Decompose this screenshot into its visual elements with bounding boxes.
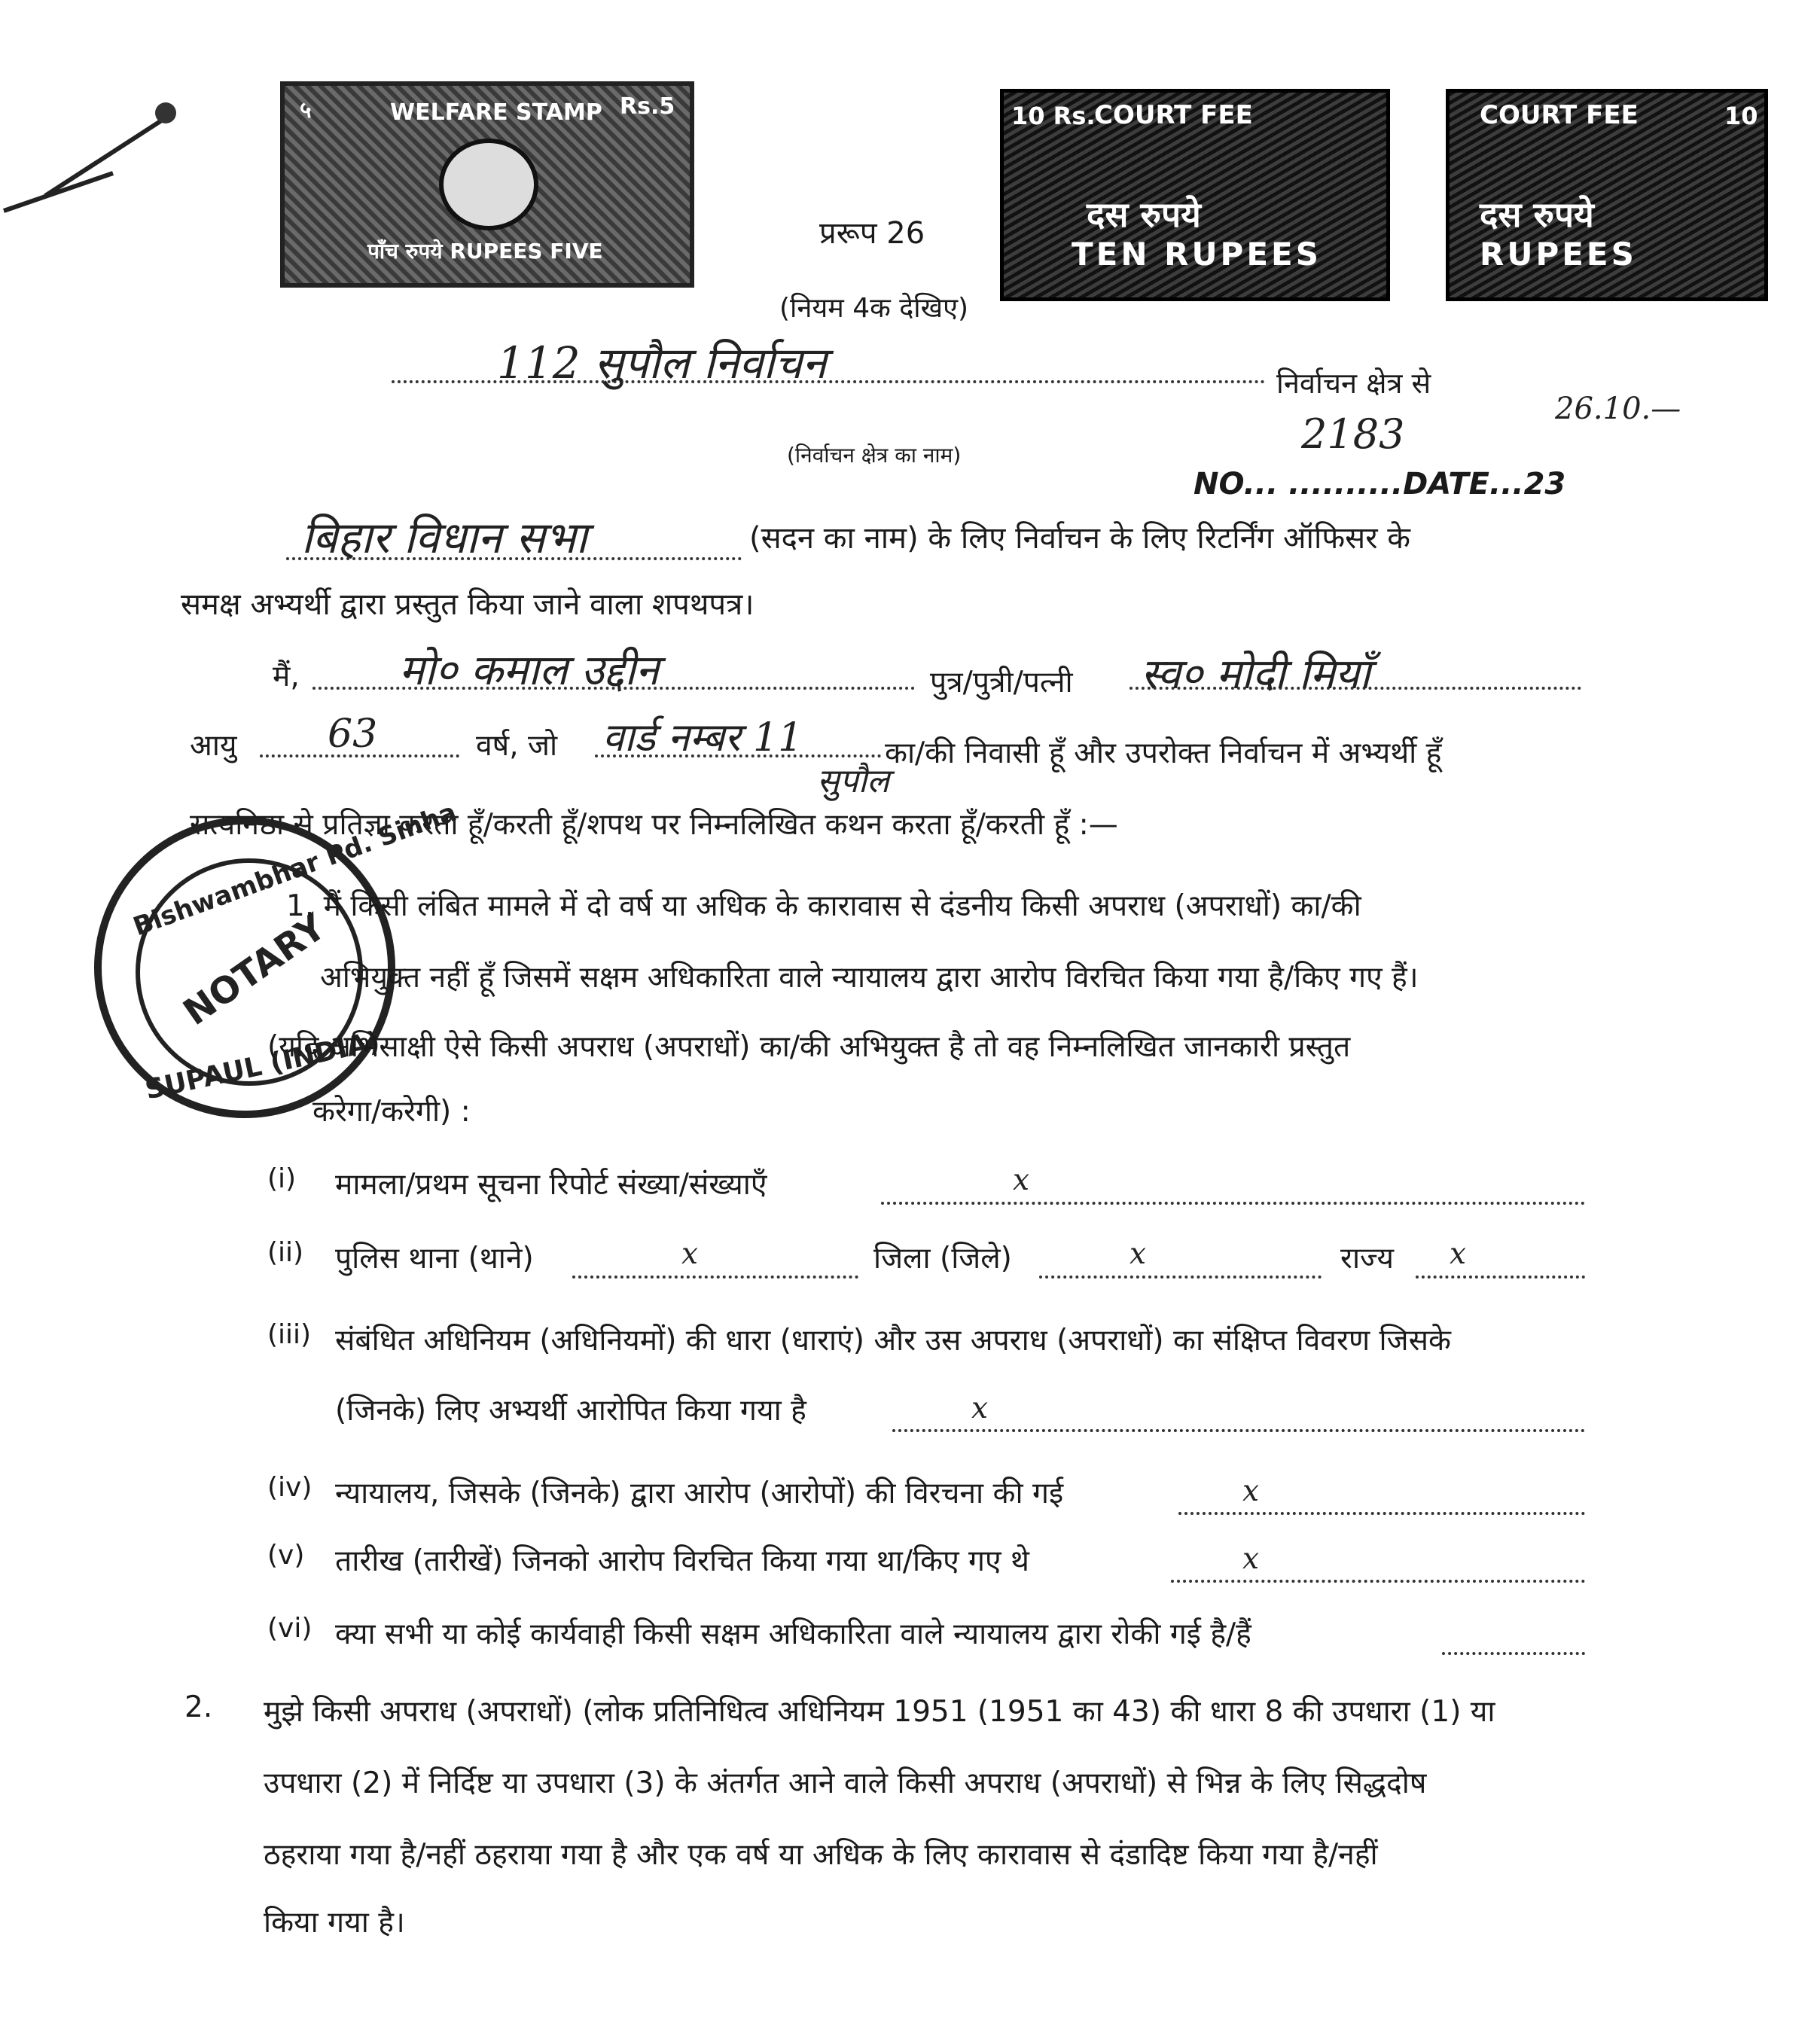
intro-line-2: समक्ष अभ्यर्थी द्वारा प्रस्तुत किया जाने वाला शपथपत्र। [181, 587, 755, 622]
constituency-filled: 112 सुपौल निर्वाचन [497, 337, 827, 389]
para1-line4: करेगा/करेगी) : [312, 1095, 471, 1129]
court-fee-1-top-text: COURT FEE [1094, 100, 1253, 130]
constituency-suffix: निर्वाचन क्षेत्र से [1276, 367, 1431, 400]
seal-notary-name: Bishwambhar Pd. Sinha [129, 797, 461, 943]
item-vi-line [1442, 1625, 1585, 1655]
item-v-number: (v) [267, 1540, 305, 1571]
item-i-number: (i) [267, 1163, 297, 1194]
item-ii-district-label: जिला (जिले) [873, 1242, 1012, 1276]
age-filled: 63 [328, 712, 378, 757]
para1-line3: (यदि अभिसाक्षी ऐसे किसी अपराध (अपराधों) का/की अभियुक्त है तो वह निम्नलिखित जानकारी प्रस्तुत [267, 1030, 1351, 1064]
welfare-stamp-top-text: WELFARE STAMP [390, 99, 602, 126]
welfare-stamp-bottom-text: पाँच रुपये RUPEES FIVE [367, 239, 603, 264]
no-date-stamp: NO... ..........DATE...23 [1194, 467, 1566, 501]
intro-line-1: (सदन का नाम) के लिए निर्वाचन के लिए रिटर्निंग ऑफिसर के [749, 521, 1410, 556]
seal-title: NOTARY [175, 906, 334, 1034]
court-fee-2-value: 10 [1724, 102, 1758, 130]
relation-label: पुत्र/पुत्री/पत्नी [930, 666, 1073, 699]
item-i-value: x [1013, 1163, 1029, 1197]
court-fee-2-top-text: COURT FEE [1480, 100, 1639, 130]
emblem-icon [439, 139, 538, 230]
item-iii-text: संबंधित अधिनियम (अधिनियमों) की धारा (धाराएं) और उस अपराध (अपराधों) का संक्षिप्त विवरण जिसके [335, 1324, 1451, 1358]
parent-name-filled: स्व० मोदी मियाँ [1141, 650, 1370, 699]
item-vi-number: (vi) [267, 1613, 312, 1644]
item-ii-text: पुलिस थाना (थाने) [335, 1242, 534, 1276]
para2-line2: उपधारा (2) में निर्दिष्ट या उपधारा (3) के अंतर्गत आने वाले किसी अपराध (अपराधों) से भिन्न के लिए सिद्धदोष [264, 1766, 1427, 1800]
para1-line1: 1. मैं किसी लंबित मामले में दो वर्ष या अधिक के कारावास से दंडनीय किसी अपराध (अपराधों) का/की [286, 889, 1361, 923]
welfare-stamp [280, 81, 694, 288]
para2-line1: मुझे किसी अपराध (अपराधों) (लोक प्रतिनिधित्व अधिनियम 1951 (1951 का 43) की धारा 8 की उपधारा (1) या [264, 1695, 1495, 1729]
seal-place: SUPAUL (INDIA) [142, 1026, 383, 1106]
item-v-text: तारीख (तारीखें) जिनको आरोप विरचित किया गया था/किए गए थे [335, 1544, 1029, 1578]
item-iv-number: (iv) [267, 1472, 312, 1503]
item-iii-value: x [971, 1391, 988, 1425]
para2-number: 2. [184, 1690, 213, 1724]
court-fee-stamp-2 [1446, 89, 1768, 301]
receipt-date: 26.10.— [1555, 392, 1681, 426]
welfare-stamp-right-value: Rs.5 [620, 93, 675, 120]
item-iii-line [892, 1402, 1585, 1432]
declarant-prefix: मैं, [273, 660, 300, 693]
pen-scribble-mark [0, 90, 203, 241]
resident-text: का/की निवासी हूँ और उपरोक्त निर्वाचन में अभ्यर्थी हूँ [885, 736, 1442, 770]
item-ii-value: x [681, 1237, 698, 1271]
item-ii-line [572, 1248, 858, 1279]
para1-line2: अभियुक्त नहीं हूँ जिसमें सक्षम अधिकारिता वाले न्यायालय द्वारा आरोप विरचित किया गया है/किए गए हैं। [320, 961, 1419, 995]
rule-reference: (नियम 4क देखिए) [779, 293, 969, 324]
court-fee-1-middle-text: दस रुपये [1087, 194, 1201, 235]
item-iv-text: न्यायालय, जिसके (जिनके) द्वारा आरोप (आरोपों) की विरचना की गई [335, 1477, 1064, 1510]
para2-line3: ठहराया गया है/नहीं ठहराया गया है और एक वर्ष या अधिक के लिए कारावास से दंडादिष्ट किया गया है/नहीं [264, 1838, 1378, 1872]
declarant-name-filled: मो० कमाल उद्दीन [399, 646, 660, 695]
item-i-text: मामला/प्रथम सूचना रिपोर्ट संख्या/संख्याएँ [335, 1168, 767, 1202]
receipt-number: 2183 [1301, 410, 1405, 458]
years-label: वर्ष, जो [476, 729, 558, 763]
item-ii-district-value: x [1129, 1237, 1146, 1271]
welfare-stamp-left-value: ५ [300, 97, 312, 123]
court-fee-1-value: 10 Rs. [1011, 102, 1096, 130]
item-iii-number: (iii) [267, 1319, 312, 1350]
item-v-line [1171, 1553, 1585, 1583]
form-number: प्ररूप 26 [819, 216, 925, 251]
item-v-value: x [1242, 1542, 1259, 1576]
address-filled: वार्ड नम्बर 11 [602, 715, 803, 760]
age-label: आयु [190, 729, 237, 763]
item-iv-value: x [1242, 1474, 1259, 1508]
item-i-line [881, 1175, 1585, 1205]
address-filled-2: सुपौल [817, 762, 889, 800]
item-vi-text: क्या सभी या कोई कार्यवाही किसी सक्षम अधिकारिता वाले न्यायालय द्वारा रोकी गई है/हैं [335, 1617, 1251, 1651]
oath-line: सत्यनिष्ठा से प्रतिज्ञा करता हूँ/करती हूँ/शपथ पर निम्नलिखित कथन करता हूँ/करती हूँ :— [190, 808, 1118, 842]
item-ii-state-value: x [1450, 1237, 1466, 1271]
court-fee-2-bottom-text: RUPEES [1480, 236, 1637, 273]
item-ii-district-line [1039, 1248, 1322, 1279]
item-iii-text-2: (जिनके) लिए अभ्यर्थी आरोपित किया गया है [335, 1394, 806, 1428]
item-ii-state-label: राज्य [1340, 1242, 1394, 1276]
court-fee-1-bottom-text: TEN RUPEES [1072, 236, 1322, 273]
house-filled: बिहार विधान सभा [301, 512, 587, 563]
constituency-caption: (निर्वाचन क्षेत्र का नाम) [787, 443, 962, 468]
item-iv-line [1178, 1485, 1585, 1515]
court-fee-stamp-1 [1000, 89, 1390, 301]
court-fee-2-middle-text: दस रुपये [1480, 194, 1594, 235]
para2-line4: किया गया है। [264, 1906, 405, 1940]
item-ii-number: (ii) [267, 1237, 304, 1268]
item-ii-state-line [1416, 1248, 1585, 1279]
